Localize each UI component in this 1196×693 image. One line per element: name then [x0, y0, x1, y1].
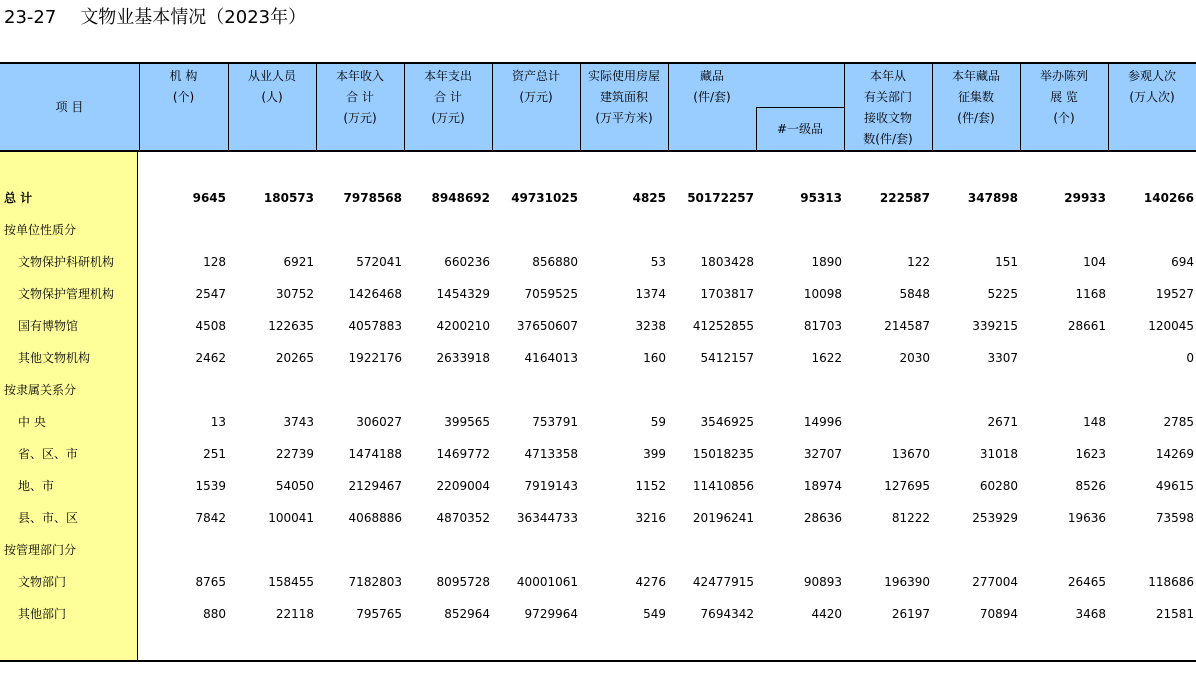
cell-value: 28636: [803, 511, 842, 525]
cell-value: 8948692: [431, 191, 490, 205]
cell-value: 8095728: [436, 575, 490, 589]
cell-value: 5225: [987, 287, 1018, 301]
cell-value: 122635: [268, 319, 314, 333]
cell-value: 22118: [275, 607, 314, 621]
header-col-8: #一级品: [776, 122, 824, 136]
table-row: [0, 598, 1196, 630]
cell-value: 21581: [1155, 607, 1194, 621]
table-number: 23-27: [4, 7, 57, 28]
cell-value: 8526: [1075, 479, 1106, 493]
header-col-divider: [580, 64, 581, 150]
cell-value: 36344733: [516, 511, 578, 525]
cell-value: 160: [643, 351, 666, 365]
header-col-divider: [492, 64, 493, 150]
cell-value: 26465: [1067, 575, 1106, 589]
cell-value: 49615: [1155, 479, 1194, 493]
cell-value: 59: [650, 415, 666, 429]
header-col-divider: [404, 64, 405, 150]
cell-value: 28661: [1067, 319, 1106, 333]
cell-value: 151: [995, 255, 1018, 269]
cell-value: 852964: [444, 607, 490, 621]
cell-value: 32707: [803, 447, 842, 461]
cell-value: 214587: [884, 319, 930, 333]
cell-value: 7182803: [348, 575, 402, 589]
cell-value: 2547: [195, 287, 226, 301]
cell-value: 399: [643, 447, 666, 461]
cell-value: 100041: [268, 511, 314, 525]
cell-value: 4057883: [348, 319, 402, 333]
cell-value: 4713358: [524, 447, 578, 461]
cell-value: 1703817: [700, 287, 754, 301]
header-subrow-divider: [756, 107, 844, 108]
cell-value: 18974: [803, 479, 842, 493]
header-col-1: 机 构 (个): [169, 69, 198, 104]
cell-value: 2462: [195, 351, 226, 365]
cell-value: 127695: [884, 479, 930, 493]
header-col-3: 本年收入 合 计 (万元): [335, 69, 384, 125]
cell-value: 31018: [979, 447, 1018, 461]
table-title: 文物业基本情况（2023年）: [80, 7, 307, 28]
cell-value: 26197: [891, 607, 930, 621]
cell-value: 6921: [283, 255, 314, 269]
cell-value: 2671: [987, 415, 1018, 429]
cell-value: 1803428: [700, 255, 754, 269]
cell-value: 1426468: [348, 287, 402, 301]
header-col-6: 实际使用房屋 建筑面积 (万平方米): [587, 69, 660, 125]
header-col-divider: [228, 64, 229, 150]
cell-value: 54050: [275, 479, 314, 493]
row-label: 按管理部门分: [4, 543, 77, 557]
cell-value: 148: [1083, 415, 1106, 429]
cell-value: 4508: [195, 319, 226, 333]
cell-value: 3238: [635, 319, 666, 333]
cell-value: 1474188: [348, 447, 402, 461]
header-col-11: 举办陈列 展 览 (个): [1039, 69, 1088, 125]
cell-value: 42477915: [692, 575, 754, 589]
cell-value: 15018235: [692, 447, 754, 461]
data-table: [0, 62, 1196, 662]
cell-value: 158455: [268, 575, 314, 589]
cell-value: 7694342: [700, 607, 754, 621]
cell-value: 90893: [803, 575, 842, 589]
cell-value: 4200210: [436, 319, 490, 333]
total-row: [0, 182, 1196, 214]
cell-value: 9729964: [524, 607, 578, 621]
cell-value: 277004: [972, 575, 1018, 589]
cell-value: 3216: [635, 511, 666, 525]
header-col-divider: [1020, 64, 1021, 150]
cell-value: 7919143: [524, 479, 578, 493]
cell-value: 4068886: [348, 511, 402, 525]
header-col-divider: [932, 64, 933, 150]
section-row: [0, 374, 1196, 406]
row-label: 中 央: [18, 415, 46, 429]
cell-value: 41252855: [692, 319, 754, 333]
cell-value: 3307: [987, 351, 1018, 365]
cell-value: 11410856: [692, 479, 754, 493]
cell-value: 73598: [1155, 511, 1194, 525]
row-label: 文物部门: [18, 575, 67, 589]
row-label: 县、市、区: [18, 511, 79, 525]
cell-value: 118686: [1148, 575, 1194, 589]
cell-value: 1454329: [436, 287, 490, 301]
table-row: [0, 438, 1196, 470]
cell-value: 306027: [356, 415, 402, 429]
table-header: [0, 64, 1196, 150]
cell-value: 7059525: [524, 287, 578, 301]
table-row: [0, 246, 1196, 278]
cell-value: 14996: [803, 415, 842, 429]
cell-value: 1623: [1075, 447, 1106, 461]
cell-value: 122: [907, 255, 930, 269]
cell-value: 49731025: [511, 191, 578, 205]
header-col-12: 参观人次 (万人次): [1127, 69, 1176, 104]
table-row: [0, 310, 1196, 342]
cell-value: 9645: [192, 191, 226, 205]
cell-value: 660236: [444, 255, 490, 269]
cell-value: 3468: [1075, 607, 1106, 621]
cell-value: 4420: [811, 607, 842, 621]
row-label: 地、市: [18, 479, 55, 493]
cell-value: 4870352: [436, 511, 490, 525]
cell-value: 81703: [803, 319, 842, 333]
cell-value: 37650607: [516, 319, 578, 333]
table-row: [0, 502, 1196, 534]
cell-value: 1469772: [436, 447, 490, 461]
cell-value: 53: [650, 255, 666, 269]
cell-value: 1374: [635, 287, 666, 301]
cell-value: 572041: [356, 255, 402, 269]
header-col-2: 从业人员 (人): [247, 69, 296, 104]
header-col-9: 本年从 有关部门 接收文物 数(件/套): [863, 69, 913, 146]
cell-value: 3743: [283, 415, 314, 429]
row-label: 按隶属关系分: [4, 383, 77, 397]
header-col-7: 藏品 (件/套): [693, 69, 731, 104]
header-col-divider: [668, 64, 669, 150]
cell-value: 5848: [899, 287, 930, 301]
header-item: 项 目: [55, 100, 84, 114]
table-row: [0, 406, 1196, 438]
cell-value: 753791: [532, 415, 578, 429]
row-label: 文物保护科研机构: [18, 255, 115, 269]
cell-value: 4164013: [524, 351, 578, 365]
cell-value: 549: [643, 607, 666, 621]
cell-value: 880: [203, 607, 226, 621]
row-label: 其他部门: [18, 607, 67, 621]
table-row: [0, 342, 1196, 374]
cell-value: 222587: [879, 191, 930, 205]
cell-value: 20196241: [692, 511, 754, 525]
cell-value: 140266: [1143, 191, 1194, 205]
cell-value: 196390: [884, 575, 930, 589]
cell-value: 7978568: [343, 191, 402, 205]
table-row: [0, 470, 1196, 502]
cell-value: 5412157: [700, 351, 754, 365]
cell-value: 347898: [967, 191, 1018, 205]
cell-value: 20265: [275, 351, 314, 365]
header-subcol-divider: [756, 107, 757, 150]
row-label: 省、区、市: [18, 447, 79, 461]
cell-value: 30752: [275, 287, 314, 301]
table-row: [0, 566, 1196, 598]
cell-value: 22739: [275, 447, 314, 461]
page-title: [4, 6, 306, 30]
header-col-divider: [139, 64, 140, 150]
cell-value: 13: [210, 415, 226, 429]
header-col-4: 本年支出 合 计 (万元): [423, 69, 472, 125]
header-col-10: 本年藏品 征集数 (件/套): [951, 69, 1000, 125]
cell-value: 128: [203, 255, 226, 269]
cell-value: 1890: [811, 255, 842, 269]
cell-value: 3546925: [700, 415, 754, 429]
header-col-divider: [316, 64, 317, 150]
cell-value: 40001061: [516, 575, 578, 589]
cell-value: 81222: [891, 511, 930, 525]
row-label: 其他文物机构: [18, 351, 91, 365]
header-divider: [0, 150, 1196, 152]
header-col-5: 资产总计 (万元): [511, 69, 560, 104]
section-row: [0, 214, 1196, 246]
cell-value: 1168: [1075, 287, 1106, 301]
header-col-divider: [1108, 64, 1109, 150]
cell-value: 4276: [635, 575, 666, 589]
row-label: 文物保护管理机构: [18, 287, 115, 301]
cell-value: 8765: [195, 575, 226, 589]
cell-value: 856880: [532, 255, 578, 269]
cell-value: 104: [1083, 255, 1106, 269]
cell-value: 50172257: [687, 191, 754, 205]
cell-value: 95313: [800, 191, 842, 205]
cell-value: 1622: [811, 351, 842, 365]
cell-value: 1152: [635, 479, 666, 493]
cell-value: 1539: [195, 479, 226, 493]
cell-value: 399565: [444, 415, 490, 429]
cell-value: 7842: [195, 511, 226, 525]
cell-value: 253929: [972, 511, 1018, 525]
cell-value: 251: [203, 447, 226, 461]
section-row: [0, 534, 1196, 566]
cell-value: 120045: [1148, 319, 1194, 333]
cell-value: 180573: [263, 191, 314, 205]
cell-value: 14269: [1155, 447, 1194, 461]
header-col-divider: [844, 64, 845, 150]
cell-value: 2633918: [436, 351, 490, 365]
cell-value: 2209004: [436, 479, 490, 493]
cell-value: 0: [1186, 351, 1194, 365]
row-label: 总 计: [4, 191, 33, 205]
cell-value: 4825: [632, 191, 666, 205]
cell-value: 13670: [891, 447, 930, 461]
cell-value: 29933: [1064, 191, 1106, 205]
cell-value: 2129467: [348, 479, 402, 493]
cell-value: 70894: [979, 607, 1018, 621]
cell-value: 19636: [1067, 511, 1106, 525]
row-label: 按单位性质分: [4, 223, 77, 237]
cell-value: 10098: [803, 287, 842, 301]
cell-value: 60280: [979, 479, 1018, 493]
cell-value: 694: [1171, 255, 1194, 269]
cell-value: 1922176: [348, 351, 402, 365]
cell-value: 795765: [356, 607, 402, 621]
cell-value: 2030: [899, 351, 930, 365]
cell-value: 19527: [1155, 287, 1194, 301]
table-row: [0, 278, 1196, 310]
cell-value: 2785: [1163, 415, 1194, 429]
row-label: 国有博物馆: [18, 319, 79, 333]
cell-value: 339215: [972, 319, 1018, 333]
